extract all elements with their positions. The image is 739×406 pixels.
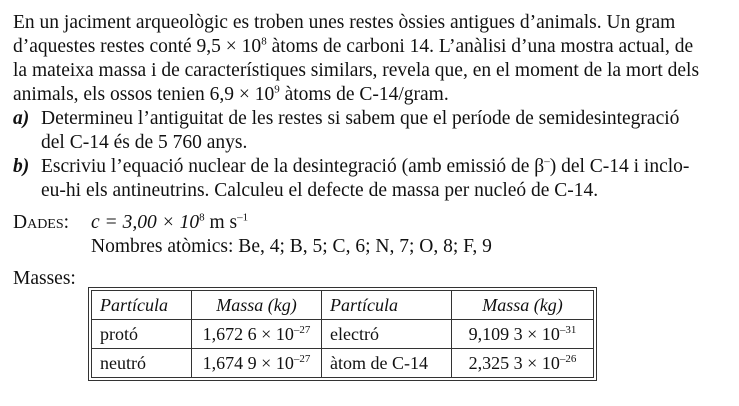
table-header-row [92,291,594,320]
header-mass-2: Massa (kg) [452,291,594,320]
cell-particle: electró [322,320,452,349]
cell-mass: 1,672 $6 \times 10^{-27}$ [192,320,322,349]
dades-constant-c: $c = 3,00 \times 10^8$ m $s^{-1}$ [91,211,249,233]
cell-particle: àtom de C-14 [322,349,452,378]
dades-atomic-numbers: Nombres atòmics: Be, 4; B, 5; C, 6; N, 7; O, 8; F, 9 [91,236,492,257]
header-particle-1: Partícula [92,291,192,320]
part-b-label: b) [13,156,30,177]
cell-mass: 1,674 $9 \times 10^{-27}$ [192,349,322,378]
cell-mass: 2,325 $3 \times 10^{-26}$ [452,349,594,378]
table-row [92,349,594,378]
part-a-label: a) [13,108,30,129]
paragraph-line-2: d’aquestes restes conté $9,5 \times 10^8$ àtoms de carboni 14. L’anàlisi d’una mostra actual, de [13,35,694,57]
cell-particle: neutró [92,349,192,378]
part-b-line-2: eu-hi els antineutrins. Calculeu el defecte de massa per nucleó de C-14. [41,180,599,201]
part-a-line-1: Determineu l’antiguitat de les restes si sabem que el període de semidesintegració [41,108,680,129]
part-b-line-1: Escriviu l’equació nuclear de la desintegració (amb emissió de β–) del C-14 i inclo- [41,155,690,177]
masses-label: Masses: [13,268,76,289]
masses-table [91,290,594,378]
paragraph-line-4: animals, els ossos tenien $6,9 \times 10^9$ àtoms de C-14/gram. [13,83,449,105]
header-particle-2: Partícula [322,291,452,320]
part-a-line-2: del C-14 és de 5 760 anys. [41,132,248,153]
paragraph-line-3: la mateixa massa i de característiques similars, revela que, en el moment de la mort dels [13,60,700,81]
table-row [92,320,594,349]
header-mass-1: Massa (kg) [192,291,322,320]
dades-label: Dades: [13,212,70,233]
paragraph-line-1: En un jaciment arqueològic es troben unes restes òssies antigues d’animals. Un gram [13,12,676,33]
cell-mass: 9,109 $3 \times 10^{-31}$ [452,320,594,349]
cell-particle: protó [92,320,192,349]
